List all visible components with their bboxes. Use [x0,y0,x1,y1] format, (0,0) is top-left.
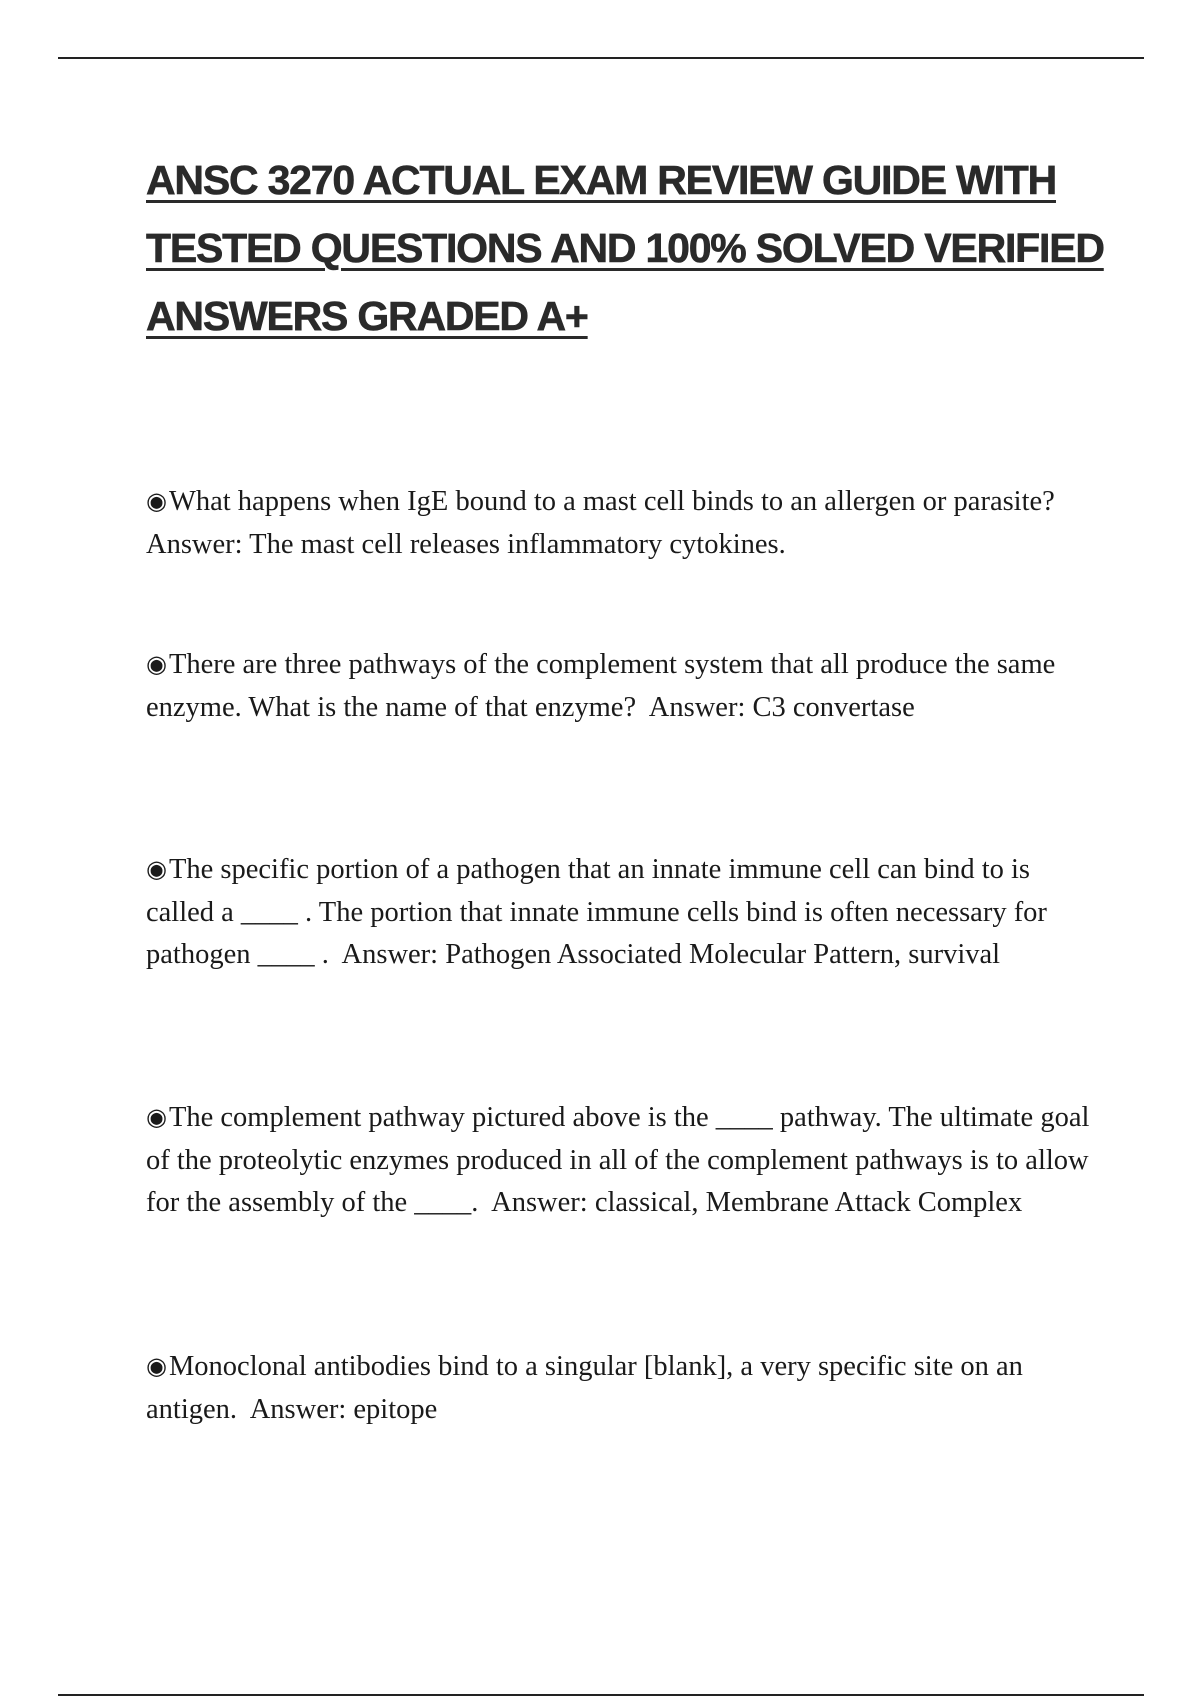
answer-text: Answer: classical, Membrane Attack Complex [491,1187,1023,1218]
radio-bullet-icon: ◉ [146,1352,167,1380]
answer-text: Answer: C3 convertase [648,691,915,723]
top-rule [58,57,1144,59]
question-text: Monoclonal antibodies bind to a singular [blank], a very specific site on an antigen. [146,1351,1023,1425]
question-text: The specific portion of a pathogen that an innate immune cell can bind to is called a ____ . The portion that innate immune cells bind is often necessary for pathogen ____ . [146,854,1047,970]
qa-item-5 [146,1346,1096,1431]
radio-bullet-icon: ◉ [146,855,167,883]
document-title: ANSC 3270 ACTUAL EXAM REVIEW GUIDE WITH TESTED QUESTIONS AND 100% SOLVED VERIFIED ANSWERS GRADED A+ [146,157,1104,339]
radio-bullet-icon: ◉ [146,650,167,678]
question-text: What happens when IgE bound to a mast cell binds to an allergen or parasite? [168,486,1055,517]
qa-item-2 [146,644,1096,729]
qa-item-1 [146,481,1096,566]
bottom-rule [58,1694,1144,1696]
answer-text: Answer: Pathogen Associated Molecular Pattern, survival [341,939,1001,970]
qa-item-4 [146,1097,1096,1225]
question-text: The complement pathway pictured above is the ____ pathway. The ultimate goal of the proteolytic enzymes produced in all of the complement pathways is to allow for the assembly of the ____. [146,1102,1090,1218]
answer-text: Answer: The mast cell releases inflammatory cytokines. [146,528,786,560]
answer-text: Answer: epitope [249,1393,438,1425]
qa-item-3 [146,849,1096,977]
question-text: There are three pathways of the complement system that all produce the same enzyme. What is the name of that enzyme? [146,649,1056,723]
radio-bullet-icon: ◉ [146,487,167,515]
radio-bullet-icon: ◉ [146,1103,167,1131]
